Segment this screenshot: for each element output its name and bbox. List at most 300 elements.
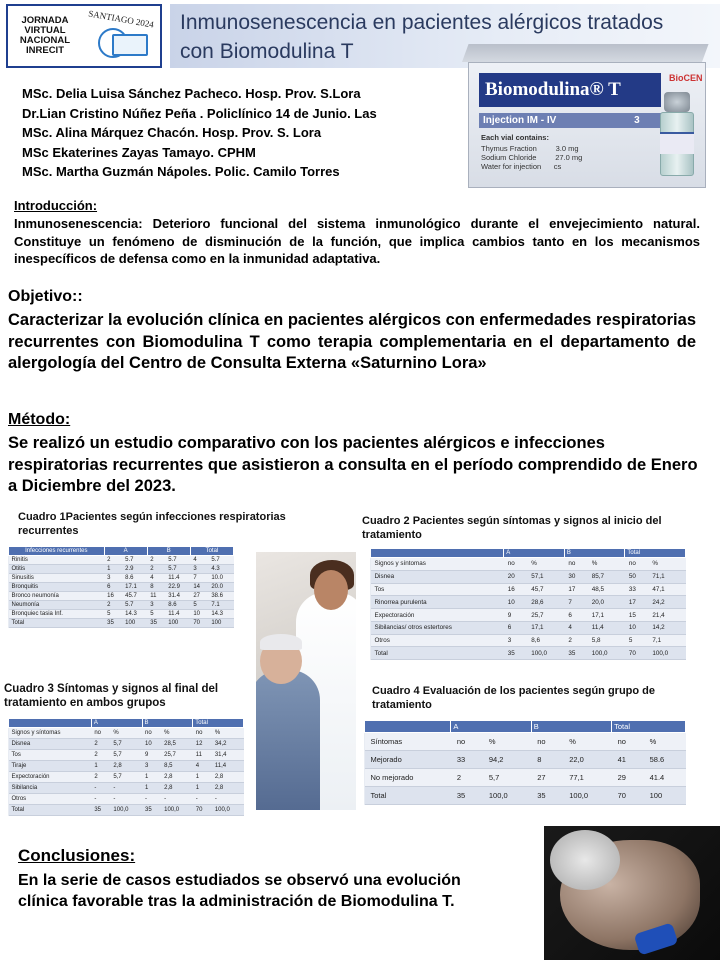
table-cell: Bronco neumonía <box>9 592 105 601</box>
table-cell: 25,7 <box>161 750 193 761</box>
table-cell: 8.6 <box>165 601 190 610</box>
table-header-row <box>371 549 686 558</box>
table-cell: 7.1 <box>208 601 233 610</box>
table-cell: 20,0 <box>588 596 625 609</box>
title-line-2: con Biomodulina T <box>180 40 354 63</box>
table-header-cell <box>365 721 451 733</box>
table-header-cell <box>9 719 92 728</box>
table-cell: 16 <box>104 592 122 601</box>
table-subheader-cell: no <box>193 728 212 739</box>
table2-caption: Cuadro 2 Pacientes según síntomas y signos al inicio del tratamiento <box>362 515 662 541</box>
table-cell: 100,0 <box>648 647 685 660</box>
table-cell: 8,5 <box>161 761 193 772</box>
table-row <box>9 619 234 628</box>
table-cell: Mejorado <box>365 751 451 769</box>
table-cell: 4 <box>193 761 212 772</box>
logo-line: NACIONAL <box>19 35 71 46</box>
table-subheader-cell: % <box>588 558 625 571</box>
table-cell: 3 <box>504 634 527 647</box>
table-cell: 2 <box>91 772 110 783</box>
table-cell: 1 <box>142 772 161 783</box>
table-cell: 31.4 <box>165 592 190 601</box>
table-cell: 4 <box>564 621 587 634</box>
table-row <box>365 733 686 751</box>
table-cell: 100,0 <box>588 647 625 660</box>
table-cell: 25,7 <box>527 609 564 622</box>
table3-caption: Cuadro 3 Síntomas y signos al final del tratamiento en ambos grupos <box>4 683 219 709</box>
box-contents-row <box>481 162 561 171</box>
table-cell: 8.6 <box>122 574 147 583</box>
table-cell: - <box>161 794 193 805</box>
table-cell: Sibilancia <box>9 783 92 794</box>
table-cell: 9 <box>142 750 161 761</box>
table-row <box>9 610 234 619</box>
table-cell: 2,8 <box>161 783 193 794</box>
table-cell: Sinusitis <box>9 574 105 583</box>
table-cell: 5,8 <box>588 634 625 647</box>
table-header-cell: Total <box>193 719 244 728</box>
table-cell: Total <box>365 787 451 805</box>
table-cell: 2 <box>451 769 483 787</box>
photo-doctor-head <box>314 570 348 610</box>
laptop-icon <box>112 34 148 56</box>
box-top <box>462 44 709 62</box>
product-photo <box>462 44 720 192</box>
table-cell: 27 <box>531 769 563 787</box>
table-cell: % <box>644 733 686 751</box>
table-cell: 11.4 <box>165 610 190 619</box>
objective-body: Caracterizar la evolución clínica en pacientes alérgicos con enfermedades respiratorias recurrentes con Biomodulina T como terapia complementaria en el departamento de alergología del Centro de Consulta Externa «Saturnino Lora» <box>8 311 696 372</box>
table-cell: 7,1 <box>648 634 685 647</box>
table-header-cell: A <box>91 719 142 728</box>
table-cell: 6 <box>104 583 122 592</box>
table-row <box>371 583 686 596</box>
table-cell: 5.7 <box>165 556 190 565</box>
table-cell: 5,7 <box>110 750 142 761</box>
table-cell: 58.6 <box>644 751 686 769</box>
table4 <box>364 720 686 805</box>
vial-label <box>660 132 694 154</box>
vial <box>658 92 696 178</box>
table-cell: 100,0 <box>110 805 142 816</box>
table-row <box>9 761 244 772</box>
table-cell: 14,2 <box>648 621 685 634</box>
table-row <box>365 769 686 787</box>
table-cell: 35 <box>451 787 483 805</box>
table1 <box>8 546 234 628</box>
table-cell: 4 <box>190 556 208 565</box>
box-contents-row <box>481 144 579 153</box>
table-row <box>9 783 244 794</box>
table-row <box>9 601 234 610</box>
author-line: Dr.Lian Cristino Núñez Peña . Policlínico 14 de Junio. Las <box>22 105 377 121</box>
table-row <box>365 787 686 805</box>
author-line: MSc. Martha Guzmán Nápoles. Polic. Camilo Torres <box>22 164 340 179</box>
table-subheader-cell: no <box>504 558 527 571</box>
table-cell: No mejorado <box>365 769 451 787</box>
table-cell: 2 <box>564 634 587 647</box>
table-row <box>371 596 686 609</box>
table-cell: Disnea <box>371 570 504 583</box>
table-row <box>9 565 234 574</box>
table-cell: 3 <box>142 761 161 772</box>
table-row <box>9 583 234 592</box>
table-row <box>9 556 234 565</box>
table-cell: no <box>451 733 483 751</box>
table-cell: % <box>563 733 611 751</box>
logo-year: SANTIAGO 2024 <box>87 8 155 30</box>
table-header-cell: Infecciones recurrentes <box>9 547 105 556</box>
vial-cap <box>664 92 690 112</box>
table-cell: 100,0 <box>212 805 244 816</box>
table-cell: 57,1 <box>527 570 564 583</box>
title-line-1: Inmunosenescencia en pacientes alérgicos tratados <box>180 11 664 34</box>
table-cell: Rinitis <box>9 556 105 565</box>
box-contents-row <box>481 153 582 162</box>
intro-heading: Introducción: <box>14 198 98 213</box>
table-cell: no <box>531 733 563 751</box>
logo-line: JORNADA <box>21 15 69 26</box>
table-header-cell: B <box>564 549 625 558</box>
table-cell: 2 <box>147 556 165 565</box>
table-cell: 71,1 <box>648 570 685 583</box>
table-cell: 5,7 <box>110 772 142 783</box>
table-cell: 35 <box>142 805 161 816</box>
table-cell: 100 <box>122 619 147 628</box>
table-subheader-cell: Signos y síntomas <box>371 558 504 571</box>
logo-text <box>14 16 76 56</box>
table-cell: 2,8 <box>212 772 244 783</box>
table-cell: 1 <box>193 772 212 783</box>
method-heading: Método: <box>8 411 71 428</box>
table-cell: 100,0 <box>527 647 564 660</box>
doctor-patient-photo <box>256 552 356 810</box>
table-cell: 38.6 <box>208 592 233 601</box>
table-cell: 8 <box>147 583 165 592</box>
table-subheader-cell: no <box>142 728 161 739</box>
table-row <box>365 751 686 769</box>
conclusions-line: clínica favorable tras la administración de Biomodulina T. <box>18 893 455 910</box>
table-cell: 17 <box>625 596 648 609</box>
table-subheader-cell: Signos y síntomas <box>9 728 92 739</box>
box-contents-title: Each vial contains: <box>481 133 549 142</box>
table-cell: 8,6 <box>527 634 564 647</box>
method-body: Se realizó un estudio comparativo con los pacientes alérgicos e infecciones respiratorias recurrentes que asistieron a consulta en el período comprendido de Enero a Diciembre del 2023. <box>8 434 698 495</box>
table-cell: Rinorrea purulenta <box>371 596 504 609</box>
table-cell: Sibilancias/ otros estertores <box>371 621 504 634</box>
conclusions-body <box>18 870 558 912</box>
table-cell: 10.0 <box>208 574 233 583</box>
box-brand: Biomodulina® T <box>479 73 661 107</box>
table-cell: 17.1 <box>122 583 147 592</box>
table-cell: 10 <box>190 610 208 619</box>
table-cell: 70 <box>612 787 644 805</box>
table-cell: 2 <box>104 556 122 565</box>
table1-caption: Cuadro 1Pacientes según infecciones respiratorias recurrentes <box>18 511 286 537</box>
table-cell: 100,0 <box>483 787 531 805</box>
table-cell: 16 <box>504 583 527 596</box>
table-cell: 21,4 <box>648 609 685 622</box>
table-row <box>9 750 244 761</box>
author-line: MSc. Delia Luisa Sánchez Pacheco. Hosp. Prov. S.Lora <box>22 86 361 101</box>
table-cell: 34,2 <box>212 739 244 750</box>
table-cell: Total <box>9 619 105 628</box>
logo-line: INRECIT <box>26 45 64 56</box>
objective-heading: Objetivo:: <box>8 288 83 305</box>
table-cell: 5 <box>190 601 208 610</box>
table-cell: 35 <box>104 619 122 628</box>
table-row <box>9 592 234 601</box>
table-cell: 6 <box>504 621 527 634</box>
table-cell: 5 <box>147 610 165 619</box>
table-subheader-cell: % <box>212 728 244 739</box>
table-cell: 2,8 <box>110 761 142 772</box>
table-cell: 77,1 <box>563 769 611 787</box>
table-row <box>9 794 244 805</box>
conclusions-heading: Conclusiones: <box>18 846 136 865</box>
table-cell: 5.7 <box>165 565 190 574</box>
table-cell: 17 <box>564 583 587 596</box>
table-cell: 2 <box>147 565 165 574</box>
table-cell: 48,5 <box>588 583 625 596</box>
table-cell: 27 <box>190 592 208 601</box>
table2 <box>370 548 686 660</box>
table-cell: Bronquitis <box>9 583 105 592</box>
table-cell: no <box>612 733 644 751</box>
table-cell: 31,4 <box>212 750 244 761</box>
table-cell: 35 <box>91 805 110 816</box>
table-subheader-cell: % <box>161 728 193 739</box>
table-cell: 6 <box>564 609 587 622</box>
table-cell: 1 <box>193 783 212 794</box>
table-cell: - <box>110 794 142 805</box>
table-cell: 28,6 <box>527 596 564 609</box>
table-row <box>371 570 686 583</box>
content-value: 27.0 mg <box>555 153 583 162</box>
table-cell: 11 <box>193 750 212 761</box>
table-cell: Otros <box>371 634 504 647</box>
table-cell: 41 <box>612 751 644 769</box>
table-cell: 50 <box>625 570 648 583</box>
table-cell: 14.3 <box>122 610 147 619</box>
table-cell: 29 <box>612 769 644 787</box>
box-maker: BioCEN <box>669 73 703 83</box>
table-cell: 5.7 <box>122 556 147 565</box>
table-cell: 2.9 <box>122 565 147 574</box>
table-cell: 5 <box>625 634 648 647</box>
table-row <box>9 805 244 816</box>
table-cell: 17,1 <box>527 621 564 634</box>
author-line: MSc. Alina Márquez Chacón. Hosp. Prov. S. Lora <box>22 125 322 140</box>
table-subheader-cell: no <box>564 558 587 571</box>
table-cell: Tiraje <box>9 761 92 772</box>
table-cell: - <box>212 794 244 805</box>
authors-list <box>22 84 462 182</box>
author-line: MSc Ekaterines Zayas Tamayo. CPHM <box>22 144 256 160</box>
table-cell: 11 <box>147 592 165 601</box>
table-subheader-cell: no <box>91 728 110 739</box>
table-cell: 2,8 <box>161 772 193 783</box>
table-subheader-cell: % <box>527 558 564 571</box>
table-row <box>9 772 244 783</box>
table-cell: 12 <box>193 739 212 750</box>
photo-patient-hair <box>260 634 302 650</box>
table-cell: Síntomas <box>365 733 451 751</box>
table-cell: 100,0 <box>563 787 611 805</box>
table-header-row <box>9 719 244 728</box>
table-row <box>371 609 686 622</box>
table-subheader-cell: no <box>625 558 648 571</box>
table-cell: 2 <box>104 601 122 610</box>
table-cell: 30 <box>564 570 587 583</box>
table-cell: Bronquiec tasia Inf. <box>9 610 105 619</box>
table-subheader-cell: % <box>110 728 142 739</box>
table-cell: 11,4 <box>588 621 625 634</box>
table-cell: 5,7 <box>483 769 531 787</box>
event-logo <box>6 4 162 68</box>
logo-line: VIRTUAL <box>24 25 66 36</box>
table-cell: 5 <box>104 610 122 619</box>
table-subheader-row <box>371 558 686 571</box>
table-subheader-cell: % <box>648 558 685 571</box>
intro-body: Inmunosenescencia: Deterioro funcional del sistema inmunológico durante el envejecimiento natural. Constituye un fenómeno de disminución de la función, que implica cambios tanto en los mecanismos inespecíficos de defensa como en la inmunidad adaptativa. <box>14 216 700 266</box>
table-subheader-row <box>9 728 244 739</box>
photo-hair <box>550 830 620 890</box>
table-cell: 35 <box>504 647 527 660</box>
table-row <box>371 621 686 634</box>
table-cell: Otros <box>9 794 92 805</box>
table-header-cell: Total <box>612 721 686 733</box>
table-cell: Total <box>9 805 92 816</box>
table-cell: 100,0 <box>161 805 193 816</box>
table-cell: 10 <box>142 739 161 750</box>
table-cell: 4 <box>147 574 165 583</box>
inhaler-patient-photo <box>544 826 720 960</box>
table-row <box>9 574 234 583</box>
table-cell: 14.3 <box>208 610 233 619</box>
table-cell: 3 <box>190 565 208 574</box>
table-cell: 3 <box>104 574 122 583</box>
table-cell: 10 <box>504 596 527 609</box>
content-value: cs <box>553 162 562 171</box>
table3 <box>8 718 244 816</box>
table-row <box>371 647 686 660</box>
table-cell: Tos <box>371 583 504 596</box>
table-cell: - <box>91 783 110 794</box>
table-cell: 22,0 <box>563 751 611 769</box>
table-header-cell: A <box>451 721 531 733</box>
table-cell: 45.7 <box>122 592 147 601</box>
table-cell: 7 <box>190 574 208 583</box>
table-cell: 15 <box>625 609 648 622</box>
box-injection-text: Injection IM - IV <box>483 115 557 126</box>
table-cell: 2,8 <box>212 783 244 794</box>
table-row <box>9 739 244 750</box>
table-cell: 1 <box>142 783 161 794</box>
table-cell: 33 <box>451 751 483 769</box>
box-number: 3 <box>634 115 640 126</box>
table-cell: 2 <box>91 750 110 761</box>
table-header-cell: A <box>104 547 147 556</box>
table-cell: 4.3 <box>208 565 233 574</box>
table-cell: - <box>193 794 212 805</box>
table-header-cell: Total <box>190 547 233 556</box>
table-cell: Otitis <box>9 565 105 574</box>
table-header-row <box>9 547 234 556</box>
table-cell: 85,7 <box>588 570 625 583</box>
table-cell: Expectoración <box>371 609 504 622</box>
table-cell: 94,2 <box>483 751 531 769</box>
table-cell: 20 <box>504 570 527 583</box>
table-cell: 100 <box>165 619 190 628</box>
table-cell: 1 <box>91 761 110 772</box>
table-cell: 1 <box>104 565 122 574</box>
content-label: Water for injection <box>481 162 542 171</box>
content-label: Thymus Fraction <box>481 144 537 153</box>
table-cell: 41.4 <box>644 769 686 787</box>
table-cell: 70 <box>625 647 648 660</box>
table-cell: 5.7 <box>208 556 233 565</box>
table-cell: 7 <box>564 596 587 609</box>
table-cell: 28,5 <box>161 739 193 750</box>
table-header-cell: B <box>147 547 190 556</box>
table-cell: 5.7 <box>122 601 147 610</box>
table-cell: 14 <box>190 583 208 592</box>
content-value: 3.0 mg <box>555 144 579 153</box>
table-cell: 8 <box>531 751 563 769</box>
table-cell: 3 <box>147 601 165 610</box>
table-cell: 70 <box>193 805 212 816</box>
content-label: Sodium Chloride <box>481 153 537 162</box>
table-cell: 47,1 <box>648 583 685 596</box>
table-cell: 35 <box>531 787 563 805</box>
table-cell: 20.0 <box>208 583 233 592</box>
table-cell: - <box>110 783 142 794</box>
table-cell: Tos <box>9 750 92 761</box>
table-cell: - <box>142 794 161 805</box>
table-header-cell <box>371 549 504 558</box>
table-header-cell: Total <box>625 549 686 558</box>
table-cell: 45,7 <box>527 583 564 596</box>
table-cell: 10 <box>625 621 648 634</box>
table-cell: 100 <box>644 787 686 805</box>
table-cell: 17,1 <box>588 609 625 622</box>
table-cell: 9 <box>504 609 527 622</box>
table-cell: 11.4 <box>165 574 190 583</box>
table-cell: Neumonía <box>9 601 105 610</box>
table-cell: 70 <box>190 619 208 628</box>
table-row <box>371 634 686 647</box>
conclusions-line: En la serie de casos estudiados se observó una evolución <box>18 872 461 889</box>
table-cell: 22.9 <box>165 583 190 592</box>
table-header-cell: B <box>142 719 193 728</box>
table-cell: 35 <box>564 647 587 660</box>
table-cell: % <box>483 733 531 751</box>
table-header-row <box>365 721 686 733</box>
photo-patient-body <box>256 670 320 810</box>
table-cell: 24,2 <box>648 596 685 609</box>
table4-caption: Cuadro 4 Evaluación de los pacientes según grupo de tratamiento <box>372 685 656 711</box>
table-cell: 5,7 <box>110 739 142 750</box>
table-header-cell: A <box>504 549 565 558</box>
table-cell: Expectoración <box>9 772 92 783</box>
table-cell: - <box>91 794 110 805</box>
table-header-cell: B <box>531 721 611 733</box>
table-cell: Total <box>371 647 504 660</box>
table-cell: Disnea <box>9 739 92 750</box>
table-cell: 100 <box>208 619 233 628</box>
table-cell: 11,4 <box>212 761 244 772</box>
